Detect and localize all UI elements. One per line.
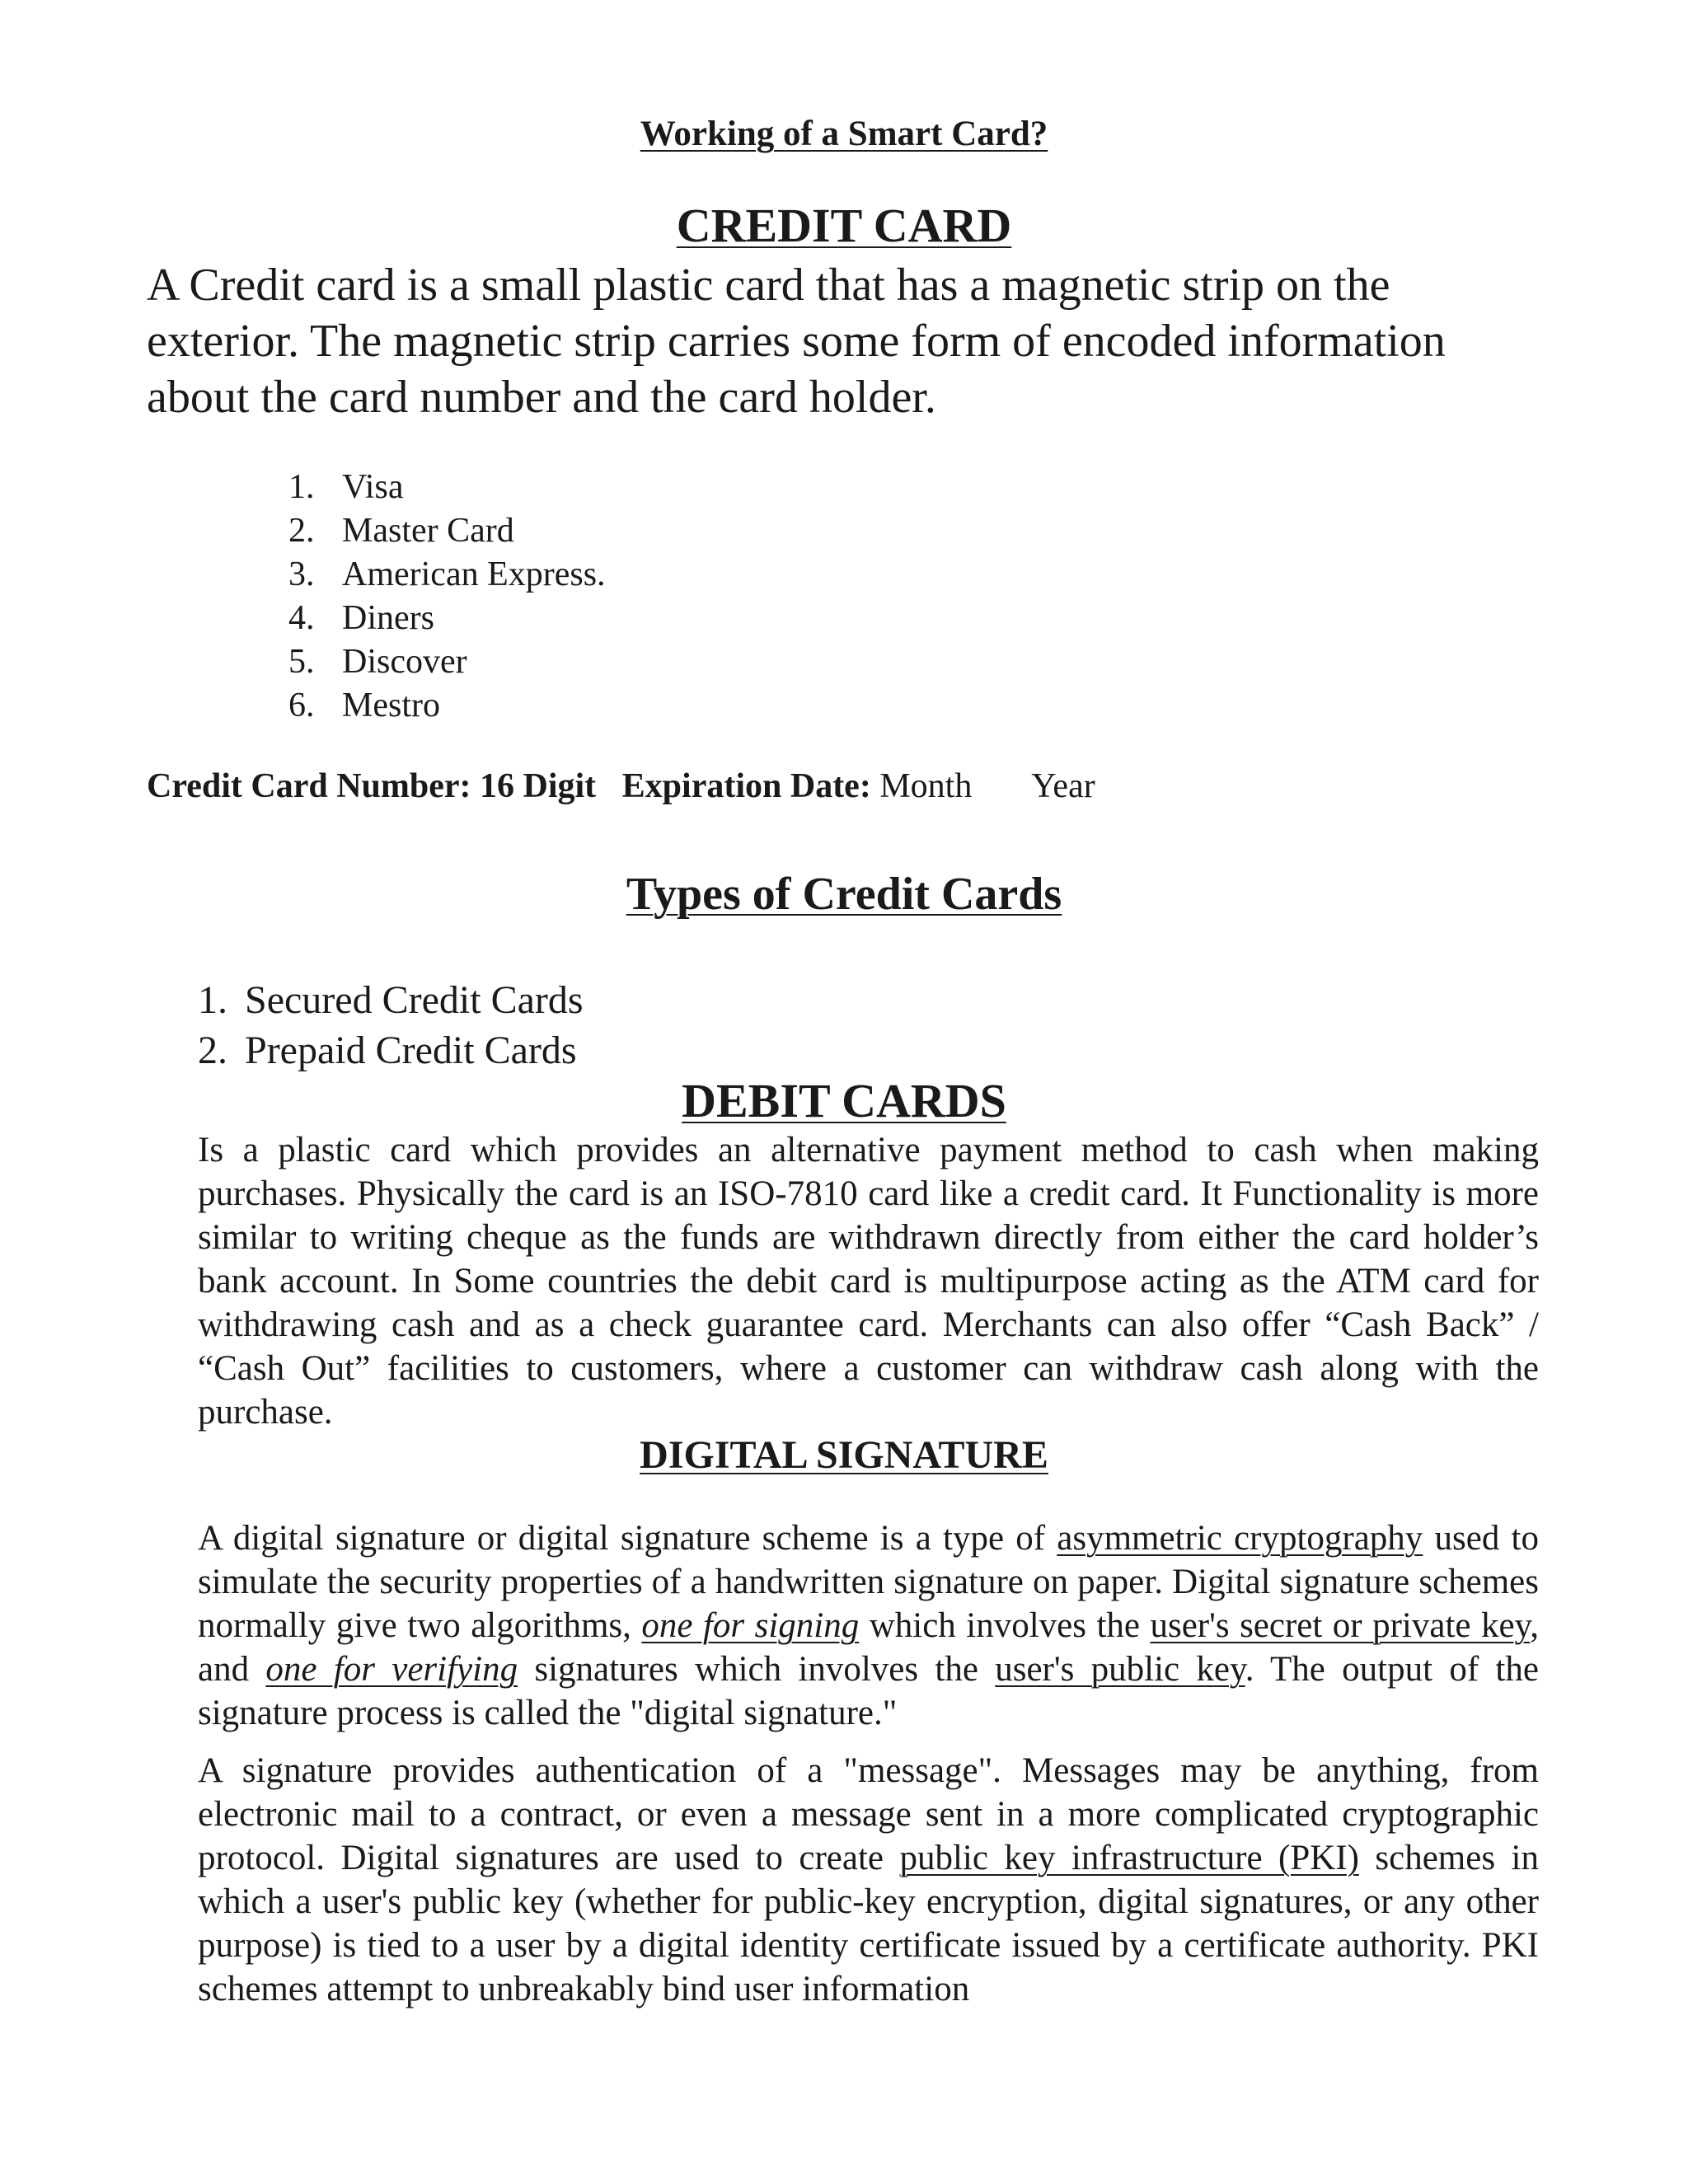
credit-card-heading: CREDIT CARD: [676, 199, 1012, 252]
list-item: [288, 509, 606, 553]
list-number: 2.: [288, 512, 315, 550]
expiration-month: Month: [879, 767, 973, 805]
text-run: , and: [198, 1606, 1539, 1689]
list-item: [288, 640, 606, 684]
text-run: which involves the: [859, 1606, 1151, 1645]
debit-heading: DEBIT CARDS: [682, 1074, 1006, 1127]
list-item: [288, 466, 606, 509]
digital-signature-paragraph-2: [198, 1749, 1539, 2011]
types-list: [198, 975, 584, 1076]
link-pki[interactable]: public key infrastructure (PKI): [899, 1839, 1359, 1877]
link-one-for-verifying[interactable]: one for verifying: [265, 1650, 518, 1689]
list-item: [198, 1025, 584, 1076]
page-title: Working of a Smart Card?: [640, 115, 1048, 153]
text-run: . The output of the signature process is called the "digital signature.": [198, 1650, 1539, 1732]
list-label: Prepaid Credit Cards: [245, 1029, 577, 1072]
list-number: 3.: [288, 555, 315, 593]
card-number-label: Credit Card Number: 16 Digit: [147, 767, 597, 805]
credit-card-intro: A Credit card is a small plastic card that has a magnetic strip on the exterior. The magnetic strip carries some form of encoded information about the card number and the card holder.: [147, 260, 1446, 423]
list-item: [288, 553, 606, 597]
text-run: A signature provides authentication of a "message". Messages may be anything, from electronic mail to a contract, or even a message sent in a more complicated cryptographic protocol. Digital signatures are used to create: [198, 1751, 1539, 1877]
list-label: Diners: [342, 599, 434, 637]
link-one-for-signing[interactable]: one for signing: [641, 1606, 860, 1645]
list-number: 4.: [288, 599, 315, 637]
text-run: schemes in which a user's public key (whether for public-key encryption, digital signatures, or any other purpose) is tied to a user by a digital identity certificate issued by a certificate authority. PKI schemes attempt to unbreakably bind user information: [198, 1839, 1539, 2008]
debit-paragraph: Is a plastic card which provides an alternative payment method to cash when making purchases. Physically the card is an ISO-7810 card like a credit card. It Functionality is more similar to writing cheque as the funds are withdrawn directly from either the card holder’s bank account. In Some countries the debit card is multipurpose acting as the ATM card for withdrawing cash and as a check guarantee card. Merchants can also offer “Cash Back” / “Cash Out” facilities to customers, where a customer can withdraw cash along with the purchase.: [198, 1131, 1539, 1432]
card-number-line: [147, 766, 1095, 806]
list-number: 6.: [288, 687, 315, 724]
card-brands-list: [288, 466, 606, 728]
text-run: A digital signature or digital signature scheme is a type of: [198, 1519, 1057, 1558]
types-heading: Types of Credit Cards: [626, 869, 1062, 920]
list-label: American Express.: [342, 555, 606, 593]
expiration-label: Expiration Date:: [621, 767, 871, 805]
text-run: signatures which involves the: [518, 1650, 996, 1689]
digital-signature-paragraph-1: [198, 1516, 1539, 1735]
list-label: Visa: [342, 468, 404, 506]
list-label: Secured Credit Cards: [245, 978, 584, 1022]
list-number: 1.: [198, 978, 227, 1022]
list-label: Mestro: [342, 687, 440, 724]
list-label: Discover: [342, 643, 467, 681]
list-item: [288, 684, 606, 728]
link-asymmetric-cryptography[interactable]: asymmetric cryptography: [1057, 1519, 1423, 1558]
link-private-key[interactable]: user's secret or private key: [1150, 1606, 1531, 1645]
expiration-year: Year: [1031, 767, 1095, 805]
list-number: 5.: [288, 643, 315, 681]
list-number: 1.: [288, 468, 315, 506]
list-item: [288, 597, 606, 640]
digital-signature-heading: DIGITAL SIGNATURE: [640, 1433, 1048, 1477]
list-number: 2.: [198, 1029, 227, 1072]
text-run: used to simulate the security properties of a handwritten signature on paper. Digital signature schemes normally give two algorithms,: [198, 1519, 1539, 1645]
list-item: [198, 975, 584, 1025]
list-label: Master Card: [342, 512, 514, 550]
link-public-key[interactable]: user's public key: [995, 1650, 1245, 1689]
